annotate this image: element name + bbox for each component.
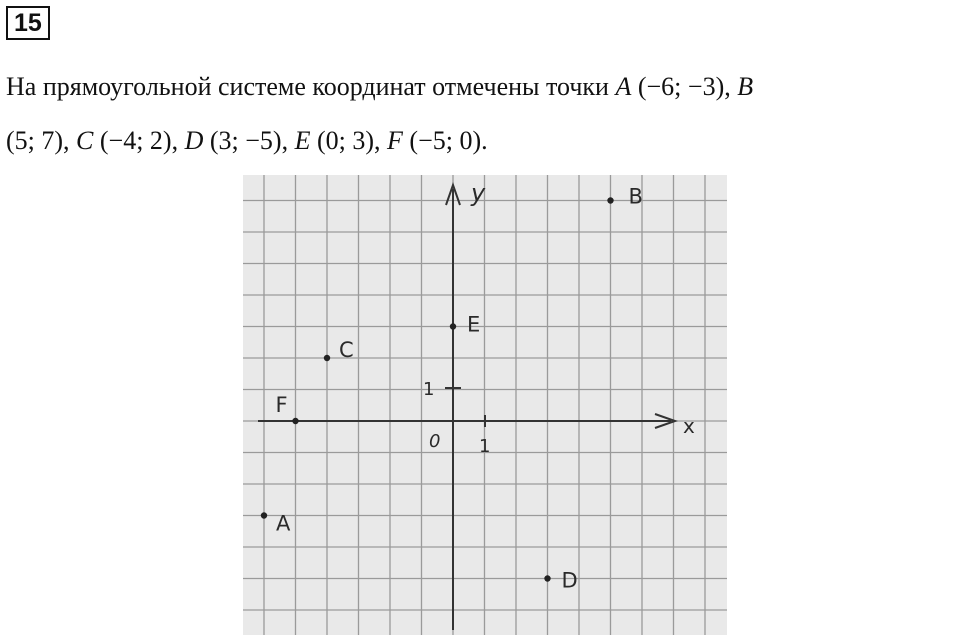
separator: , <box>171 126 185 155</box>
point-e-label: E <box>467 312 481 337</box>
point-name: D <box>184 126 204 155</box>
axes <box>258 179 695 630</box>
point-b-ref <box>737 72 753 101</box>
graph-paper-photo <box>243 175 727 635</box>
point-a-dot <box>261 512 267 518</box>
point-c-label: C <box>339 338 354 362</box>
problem-statement <box>6 60 958 168</box>
point-d-ref <box>185 126 295 155</box>
point-name: F <box>387 126 403 155</box>
point-e-ref <box>295 126 387 155</box>
point-c-ref <box>76 126 185 155</box>
point-f-ref <box>387 126 488 155</box>
point-name: A <box>615 72 632 101</box>
point-a-ref <box>615 72 737 101</box>
point-name: C <box>76 126 94 155</box>
statement-b-coords: (5; 7) <box>6 126 64 155</box>
point-name: E <box>294 126 311 155</box>
x-axis-label: x <box>683 414 695 438</box>
separator: , <box>281 126 295 155</box>
statement-prefix: На прямоугольной системе координат отмечены точки <box>6 72 616 101</box>
point-coords: (0; 3) <box>316 126 375 155</box>
unit-y-label: 1 <box>423 379 435 400</box>
point-d-label: D <box>561 568 578 593</box>
point-e-dot <box>450 323 456 329</box>
coordinate-plane <box>243 175 727 635</box>
point-b-label: B <box>628 184 643 209</box>
point-coords: (−5; 0) <box>409 126 482 155</box>
unit-x-label: 1 <box>479 436 491 457</box>
separator: . <box>481 126 488 155</box>
point-a-label: A <box>276 511 291 536</box>
statement-line-1-points <box>615 72 753 101</box>
statement-line-2-points <box>76 126 488 155</box>
y-axis-label: y <box>471 179 486 207</box>
point-coords: (−4; 2) <box>99 126 172 155</box>
point-d-dot <box>544 575 550 581</box>
point-coords: (3; −5) <box>209 126 282 155</box>
separator: , <box>724 72 738 101</box>
point-c-dot <box>324 355 330 361</box>
point-b-dot <box>607 197 613 203</box>
point-f-dot <box>292 418 298 424</box>
origin-label: 0 <box>429 431 441 452</box>
statement-line-2: (5; 7), C (−4; 2), D (3; −5), E (0; 3), F (−5; 0). <box>6 126 488 155</box>
statement-line-1 <box>6 60 958 114</box>
point-name: B <box>737 72 754 101</box>
separator: , <box>374 126 388 155</box>
grid-lines <box>243 175 727 635</box>
problem-number: 15 <box>6 6 50 40</box>
point-f-label: F <box>275 393 288 417</box>
point-coords: (−6; −3) <box>637 72 725 101</box>
